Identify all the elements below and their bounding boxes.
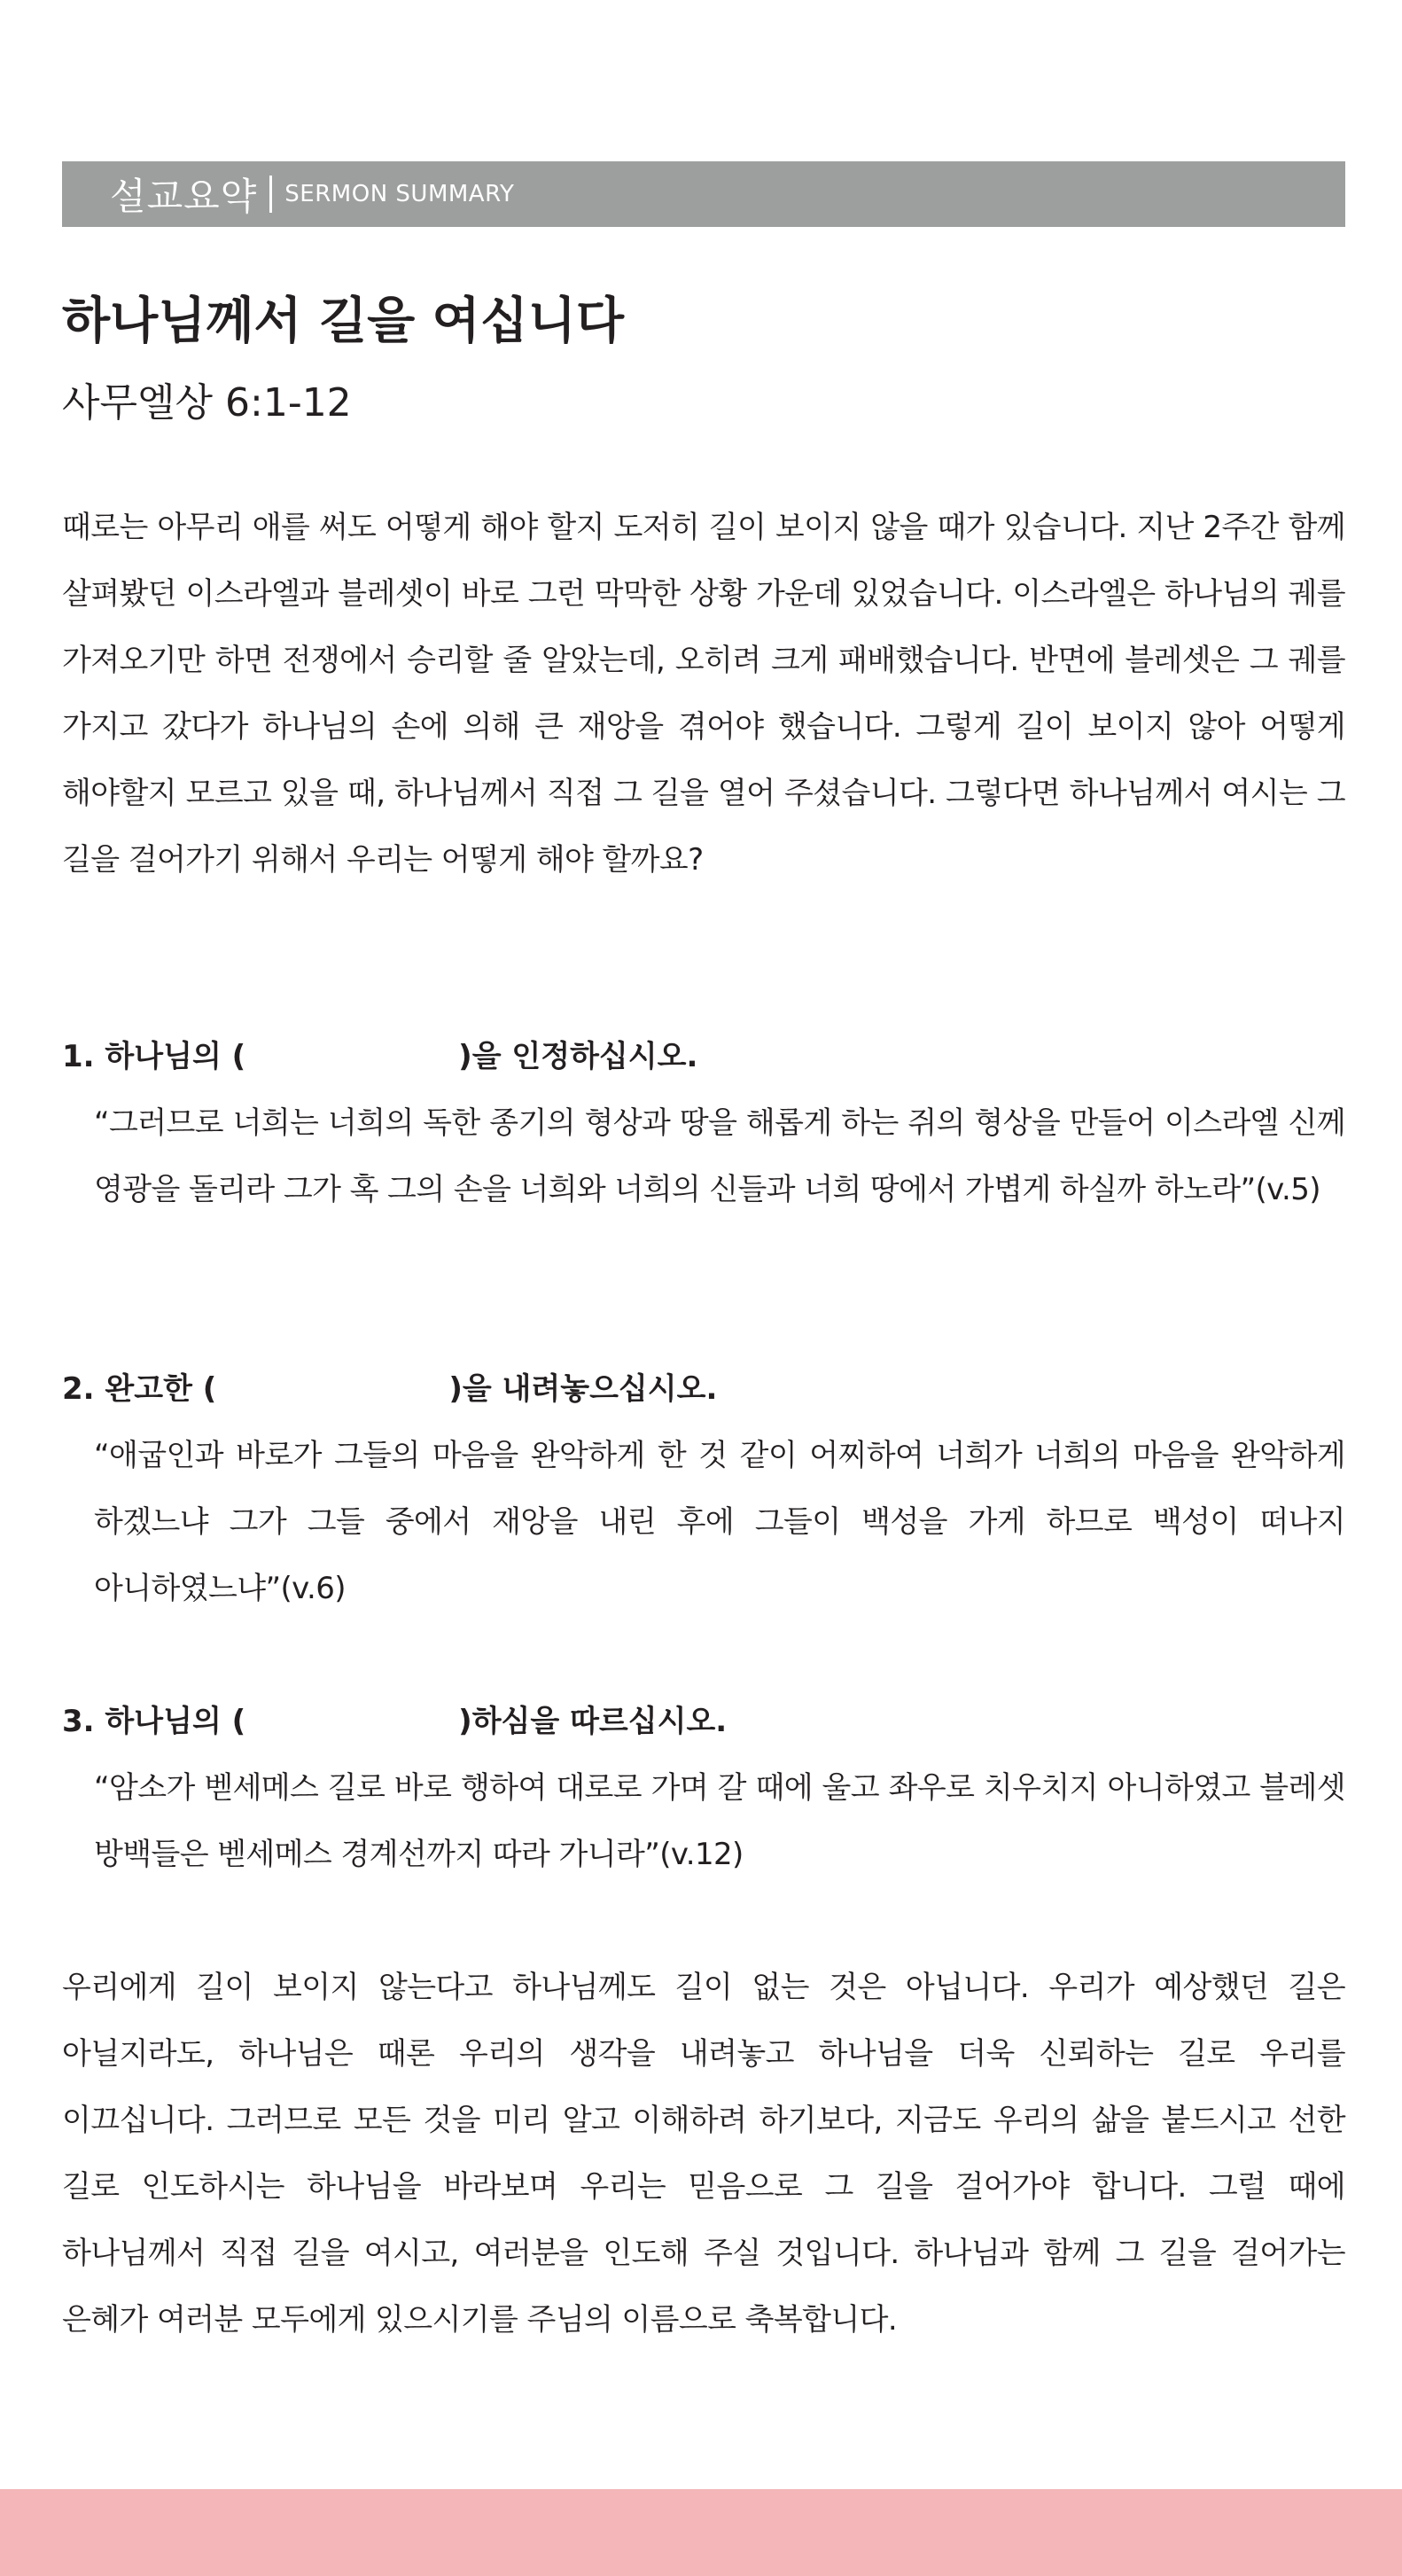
point-1 — [62, 1024, 1345, 1223]
point-2-verse: “애굽인과 바로가 그들의 마음을 완악하게 한 것 같이 어찌하여 너희가 너희의 마음을 완악하게 하겠느냐 그가 그들 중에서 재앙을 내린 후에 그들이 백성을 가게 하므로 백성이 떠나지 아니하였느냐”(v.6) — [94, 1438, 1345, 1606]
conclusion-paragraph: 우리에게 길이 보이지 않는다고 하나님께도 길이 없는 것은 아닙니다. 우리가 예상했던 길은 아닐지라도, 하나님은 때론 우리의 생각을 내려놓고 하나님을 더욱 신뢰하는 길로 우리를 이끄십니다. 그러므로 모든 것을 미리 알고 이해하려 하기보다, 지금도 우리의 삶을 붙드시고 선한 길로 인도하시는 하나님을 바라보며 우리는 믿음으로 그 길을 걸어가야 합니다. 그럴 때에 하나님께서 직접 길을 여시고, 여러분을 인도해 주실 것입니다. 하나님과 함께 그 길을 걸어가는 은혜가 여러분 모두에게 있으시기를 주님의 이름으로 축복합니다. — [62, 1970, 1345, 2338]
point-1-prefix: 1. 하나님의 ( — [62, 1039, 246, 1074]
banner-korean-title: 설교요약 — [110, 175, 258, 218]
banner-english-title: SERMON SUMMARY — [284, 181, 515, 207]
section-banner — [62, 161, 1345, 227]
sermon-title: 하나님께서 길을 여십니다 — [62, 293, 625, 350]
point-3-verse: “암소가 벧세메스 길로 바로 행하여 대로로 가며 갈 때에 울고 좌우로 치우치지 아니하였고 블레셋 방백들은 벧세메스 경계선까지 따라 가니라”(v.12) — [94, 1770, 1345, 1872]
point-3-prefix: 3. 하나님의 ( — [62, 1704, 246, 1739]
point-3 — [62, 1689, 1345, 1888]
point-2-heading — [62, 1356, 1345, 1423]
point-3-heading — [62, 1689, 1345, 1755]
scripture-reference: 사무엘상 6:1-12 — [62, 380, 352, 425]
footer-color-bar — [0, 2489, 1402, 2576]
point-1-suffix: )을 인정하십시오. — [458, 1039, 698, 1074]
point-1-verse: “그러므로 너희는 너희의 독한 종기의 형상과 땅을 해롭게 하는 쥐의 형상을 만들어 이스라엘 신께 영광을 돌리라 그가 혹 그의 손을 너희와 너희의 신들과 너희 땅에서 가볍게 하실까 하노라”(v.5) — [94, 1105, 1345, 1207]
point-3-suffix: )하심을 따르십시오. — [458, 1704, 728, 1739]
point-2-suffix: )을 내려놓으십시오. — [448, 1371, 718, 1407]
point-2 — [62, 1356, 1345, 1622]
intro-paragraph: 때로는 아무리 애를 써도 어떻게 해야 할지 도저히 길이 보이지 않을 때가 있습니다. 지난 2주간 함께 살펴봤던 이스라엘과 블레셋이 바로 그런 막막한 상황 가운데 있었습니다. 이스라엘은 하나님의 궤를 가져오기만 하면 전쟁에서 승리할 줄 알았는데, 오히려 크게 패배했습니다. 반면에 블레셋은 그 궤를 가지고 갔다가 하나님의 손에 의해 큰 재앙을 겪어야 했습니다. 그렇게 길이 보이지 않아 어떻게 해야할지 모르고 있을 때, 하나님께서 직접 그 길을 열어 주셨습니다. 그렇다면 하나님께서 여시는 그 길을 걸어가기 위해서 우리는 어떻게 해야 할까요? — [62, 510, 1345, 878]
banner-divider — [269, 176, 272, 213]
point-1-heading — [62, 1024, 1345, 1090]
point-2-prefix: 2. 완고한 ( — [62, 1371, 217, 1407]
